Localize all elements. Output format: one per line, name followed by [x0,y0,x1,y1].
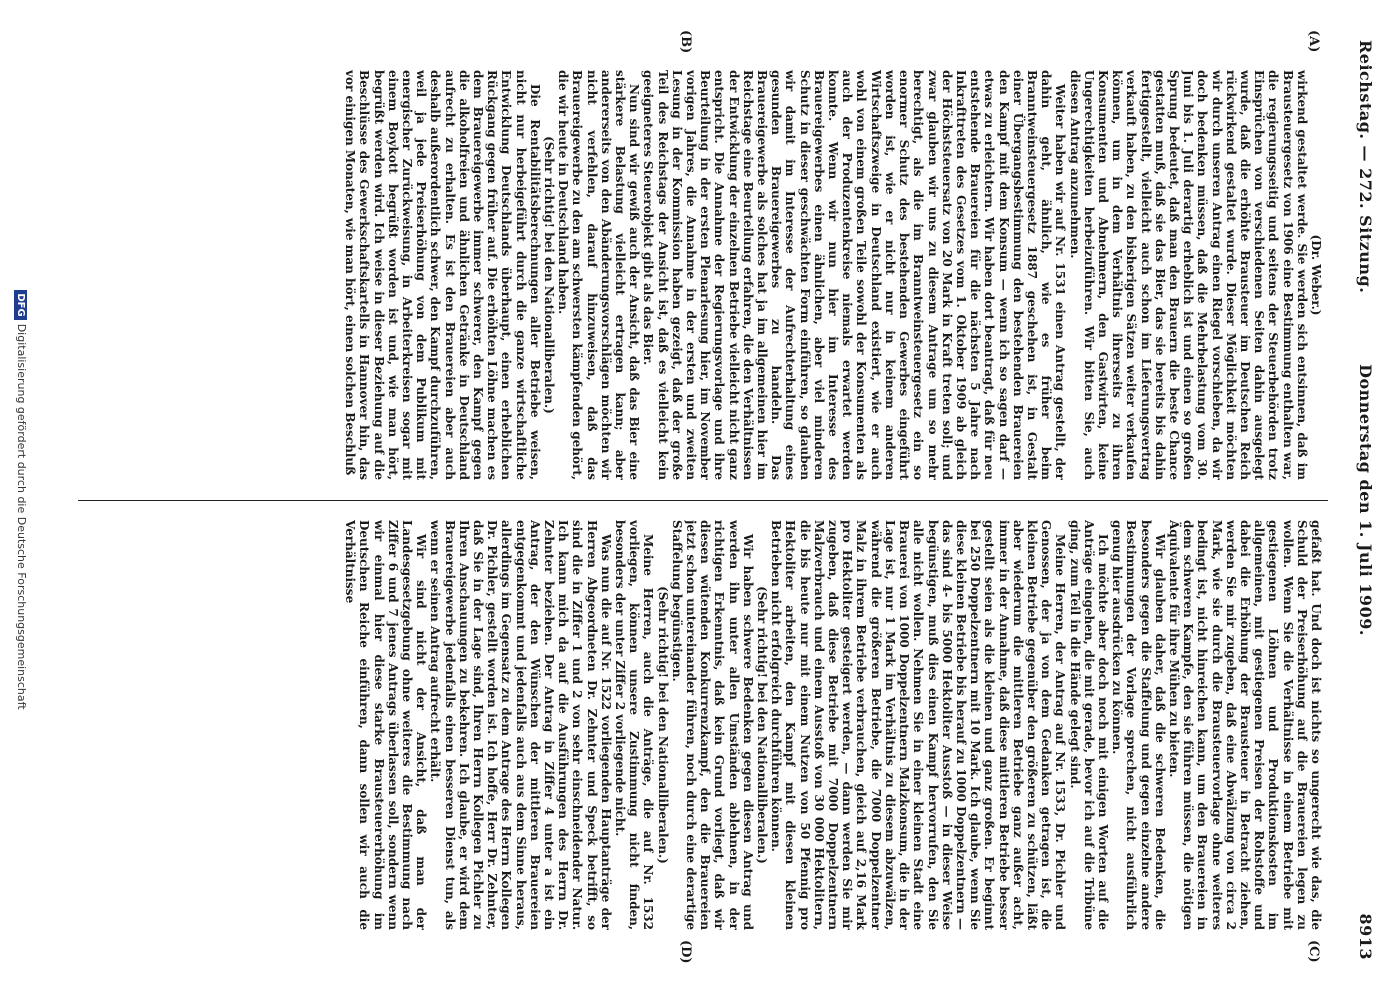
paragraph: gefaßt hat. Und doch ist nichts so ungerecht wie das, die Schuld der Preiserhöhung auf die Brauereien legen zu wollen. Wenn Sie die Verhältnisse in einem Betriebe mit gestiegenen Löhnen und Produktionskosten im allgemeinen, mit gestiegenen Preisen der Rohstoffe und dabei die Erhöhung der Brausteuer in Betracht ziehen, werden Sie mir zugeben, daß eine Abwälzung von circa 2 Mark, wie sie durch die Brausteuervorlage ohne weiteres bedingt ist, nicht hinreichen kann, um den Brauereien in dem schweren Kampfe, den sie führen müssen, die nötigen Äquivalente für ihre Mühen zu bieten. [1166,520,1323,930]
paragraph: Ich möchte aber doch noch mit einigen Worten auf die Anträge eingehen, die mit gerade, bevor ich auf die Tribüne ging, zum Teil in die Hände gelegt sind. [1067,520,1110,930]
paragraph: Weiter haben wir auf Nr. 1531 einen Antrag gestellt, der dahin geht, ähnlich, wie es früher beim Branntweinsteuergesetz 1887 geschehen ist, in Gestalt einer Übergangsbestimmung den bestehenden Brauereien den Kampf mit dem Konsum — wenn ich so sagen darf — etwas zu erleichtern. Wir haben dort beantragt, daß für neu entstehende Brauereien für die nächsten 5 Jahre nach Inkrafttreten des Gesetzes vom 1. Oktober 1909 ab gleich der Höchststeuersatz von 20 Mark in Kraft treten soll; und zwar glauben wir uns zu diesem Antrage um so mehr berechtigt, als die im Branntweinsteuergesetz ein so enormer Schutz des bestehenden Gewerbes eingeführt worden ist, wie er nicht nur in keinem anderen Wirtschaftszweige in Deutschland existiert, wie er auch wohl von einem großen Teile sowohl der Konsumenten als auch der Produzentenkreise niemals erwartet werden konnte. Wenn wir nun hier im Interesse des Brauereigewerbes einen ähnlichen, aber viel minderen Schutz in dieser geschwächten Form einführen, so glauben wir damit im Interesse der Aufrechterhaltung eines gesunden Brauereigewerbes zu handeln. Das Brauereigewerbe als solches hat ja im allgemeinen hier im Reichstage eine Beurteilung erfahren, die den Verhältnissen der Entwicklung der einzelnen Betriebe vielleicht nicht ganz entspricht. Die Annahme der Regierungsvorlage und ihre Beurteilung in der ersten Plenarlesung hier, im November vorigen Jahres, die Annahme in der ersten und zweiten Lesung in der Kommission haben gezeigt, daß der große Teil des Reichstags der Ansicht ist, daß es vielleicht kein geeigneteres Steuerobjekt gibt als das Bier. [641,70,1068,480]
paragraph: Wir sind nicht der Ansicht, daß man der Landesgesetzgebung ohne weiteres die Bestimmung nach Ziffer 6 und 7 jenes Antrags überlassen soll, sondern wenn wir einmal hier diese starke Brausteuererhöhung im Deutschen Reiche einführen, dann sollen wir auch die Verhältnisse [343,520,429,930]
interjection: (Sehr richtig! bei den Nationalliberalen.) [655,586,670,864]
page-header [1345,40,1375,960]
interjection: (Sehr richtig! bei den Nationalliberalen.) [542,136,557,414]
paragraph: Die Rentabilitätsberechnungen aller Betriebe weisen, nicht nur herbeigeführt durch die ganze wirtschaftliche Entwicklung Deutschlands überhaupt, einen erheblichen Rückgang gegen früher auf. Die erhöhten Löhne machen es dem Brauereigewerbe immer schwerer, den Kampf gegen die alkoholfreien und ähnlichen Getränke in Deutschland aufrecht zu erhalten. Es ist den Brauereien aber auch deshalb außerordentlich schwer, den Kampf durchzuführen, weil ja jede Preiserhöhung von dem Publikum mit energischer Zurückweisung, in Arbeiterkreisen sogar mit einem Boykott begrüßt worden ist und, wie man hört, begrüßt werden wird. Ich weise in dieser Beziehung auf die Beschlüsse des Gewerkschaftskartells in Hannover hin, das vor einigen Monaten, wie man hört, einen solchen Beschluß [343,70,542,480]
dfg-logo: DFG [14,290,27,319]
paragraph: wirkend gestaltet werde. Sie werden sich entsinnen, daß im Brausteuergesetz von 1906 eine Bestimmung enthalten war, die regierungsseitig und seitens der Steuerbehörden trotz Einsprüchen von verschiedenen Seiten dahin ausgelegt wurde, daß die erhöhte Brausteuer im Deutschen Reich rückwirkend gestaltet wurde. Dieser Möglichkeit möchten wir durch unseren Antrag einen Riegel vorschieben, da wir doch bedenken müssen, daß die Mehrbelastung vom 30. Juni bis 1. Juli derartig erheblich ist und einen so großen Sprung bedeutet, daß man den Brauern die beste Chance gestatten muß, daß sie das Bier, das sie bereits bis dahin fertiggestellt, vielleicht auch schon im Lieferungsvertrag verkauft haben, zu den bisherigen Sätzen weiter verkaufen können, um in dem Verhältnis ihrerseits zu ihren Konsumenten und Abnehmern, den Gastwirten, keine Ungerechtigkeiten herbeizuführen. Wir bitten Sie, auch diesen Antrag anzunehmen. [1067,70,1309,480]
margin-marker-b: (B) [678,30,693,54]
page-number: 8913 [1356,913,1375,960]
paragraph: Meine Herren, auch die Anträge, die auf Nr. 1532 vorliegen, können unsere Zustimmung nicht finden, besonders der unter Ziffer 2 vorliegende nicht. [613,520,656,930]
paragraph: Nun sind wir gewiß auch der Ansicht, daß das Bier eine stärkere Belastung vielleicht ertragen kann; aber andererseits von den Abänderungsvorschlägen möchten wir nicht verfehlen, darauf hinzuweisen, daß das Brauereigewerbe zu den am schwersten kämpfenden gehört, die wir heute in Deutschland haben. [556,70,642,480]
margin-marker-a: (A) [1306,30,1321,53]
digitization-credit [14,0,28,1000]
paragraph: Wir glauben daher, daß die schweren Bedenken, die besonders gegen die Staffelung und gegen einzelne andere Bestimmungen der Vorlage sprechen, nicht ausführlich genug hier ausdrücken zu können. [1110,520,1167,930]
speaker-label: (Dr. Weber.) [1309,234,1323,316]
margin-marker-c: (C) [1306,940,1321,963]
right-column [83,520,1323,930]
paragraph: Was nun die auf Nr. 1522 vorliegenden Hauptanträge der Herren Abgeordneten Dr. Zehnter und Speck betrifft, so sind die in Ziffer 1 und 2 von sehr einschneidender Natur. Ich kann mich da auf die Ausführungen des Herrn Dr. Zehnter beziehen. Der Antrag in Ziffer 4 unter a ist ein Antrag, der den Wünschen der mittleren Brauereien entgegenkommt und jedenfalls auch aus dem Sinne heraus, allerdings im Gegensatz zu dem Antrage des Herrn Kollegen Dr. Pichler, gestellt worden ist. Ich hoffe, Herr Dr. Zehnter, daß Sie in der Lage sind, Ihren Herrn Kollegen Pichler zu Ihren Anschauungen zu bekehren. Ich glaube, er wird dem Brauereigewerbe jedenfalls einen besseren Dienst tun, als wenn er seinen Antrag aufrecht erhält. [428,520,613,930]
left-column [83,70,1323,480]
credit-text: Digitalisierung gefördert durch die Deutsche Forschungsgemeinschaft [15,323,28,710]
header-session: Reichstag. — 272. Sitzung. [1356,40,1375,294]
paragraph: Wir haben schwere Bedenken gegen diesen Antrag und werden ihn unter allen Umständen ablehnen, in der richtigen Erkenntnis, daß kein Grund vorliegt, daß wir diesen wütenden Konkurrenzkampf, den die Brauereien jetzt schon untereinander führen, noch durch eine derartige Staffelung begünstigen. [669,520,755,930]
interjection: (Sehr richtig! bei den Nationalliberalen.) [755,586,770,864]
header-date: Donnerstag den 1. Juli 1909. [1356,364,1375,636]
column-divider [78,500,1328,501]
paragraph: Meine Herren, der Antrag auf Nr. 1533, Dr. Pichler und Genossen, der ja von dem Gedanken getragen ist, die kleinen Betriebe gegenüber den größeren zu schützen, läßt aber wiederum die mittleren Betriebe ganz außer acht, immer in der Annahme, daß diese mittleren Betriebe besser gestellt seien als die kleinen und ganz großen. Er beginnt bei 250 Doppelzentnern mit 10 Mark. Ich glaube, wenn Sie diese kleinen Betriebe bis herauf zu 1000 Doppelzentnern — das sind 4- bis 5000 Hektoliter Ausstoß — in dieser Weise begünstigen, muß dies einen Kampf hervorrufen, den Sie alle nicht wollen. Nehmen Sie in einer kleinen Stadt eine Brauerei von 1000 Doppelzentnern Malzkonsum, die in der Lage ist, nur 1 Mark im Verhältnis zu diesem abzuwälzen, während die größeren Betriebe, die 7000 Doppelzentner Malz in ihrem Betriebe verbrauchen, gleich auf 2,16 Mark pro Hektoliter gesteigert werden, — dann werden Sie mir zugeben, daß diese Betriebe mit 7000 Doppelzentnern Malzverbrauch und einem Ausstoß von 30 000 Hektolitern, die bis heute nur mit einem Nutzen von 50 Pfennig pro Hektoliter arbeiten, den Kampf mit diesen kleinen Betrieben nicht erfolgreich durchführen können. [769,520,1068,930]
margin-marker-d: (D) [678,940,693,964]
